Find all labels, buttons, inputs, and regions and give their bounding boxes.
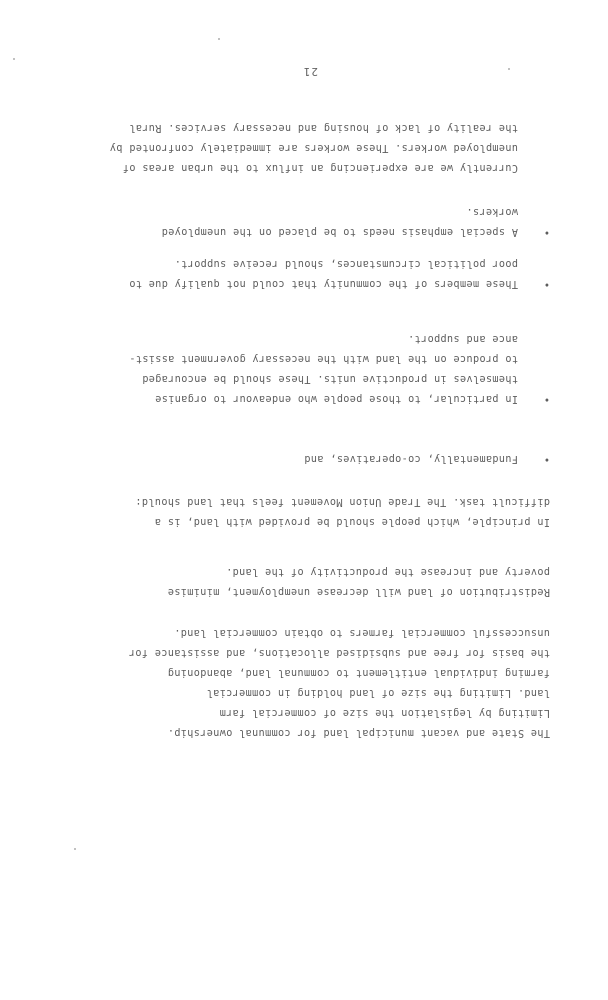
text-line: In particular, to those people who endeavour to organise	[154, 393, 518, 404]
text-line: to produce on the land with the necessary government assist-	[128, 353, 518, 364]
text-line: ance and support.	[407, 333, 518, 344]
text-line: farming individual entitlement to communal land, abandoning	[167, 667, 550, 678]
text-line: The State and vacant municipal land for communal ownership.	[167, 727, 550, 738]
text-line: workers.	[466, 206, 518, 217]
text-line: A special emphasis needs to be placed on the unemployed	[161, 226, 518, 237]
text-line: Limiting by legislation the size of commercial farm	[219, 707, 550, 718]
text-line: difficult task. The Trade Union Movement feels that land should:	[135, 496, 550, 507]
bullet-marker: •	[543, 453, 550, 464]
text-line: Currently we are experiencing an influx to the urban areas of	[122, 162, 518, 173]
text-line: In principle, which people should be provided with land, is a	[154, 516, 550, 527]
text-line: unemployed workers. These workers are immediately confronted by	[109, 142, 518, 153]
bullet-marker: •	[543, 226, 550, 237]
text-line: unsuccessful commercial farmers to obtain commercial land.	[173, 627, 550, 638]
text-line: Redistribution of land will decrease unemployment, minimise	[167, 586, 550, 597]
page-number: 21	[302, 65, 318, 78]
scan-speck	[74, 848, 76, 850]
text-line: the basis for free and subsidised allocations, and assistance for	[128, 647, 550, 658]
text-line: poor political circumstances, should receive support.	[174, 258, 518, 269]
text-line: poverty and increase the productivity of the land.	[225, 566, 550, 577]
scan-speck	[218, 38, 220, 40]
bullet-marker: •	[543, 278, 550, 289]
text-line: Fundamentally, co-operatives, and	[304, 453, 518, 464]
text-line: the reality of lack of housing and necessary services. Rural	[128, 122, 518, 133]
text-line: themselves in productive units. These should be encouraged	[141, 373, 518, 384]
bullet-marker: •	[543, 393, 550, 404]
scan-speck	[13, 58, 15, 60]
text-line: land. Limiting the size of land holding in commercial	[206, 687, 550, 698]
text-line: These members of the community that could not qualify due to	[128, 278, 518, 289]
scan-speck	[508, 68, 510, 70]
